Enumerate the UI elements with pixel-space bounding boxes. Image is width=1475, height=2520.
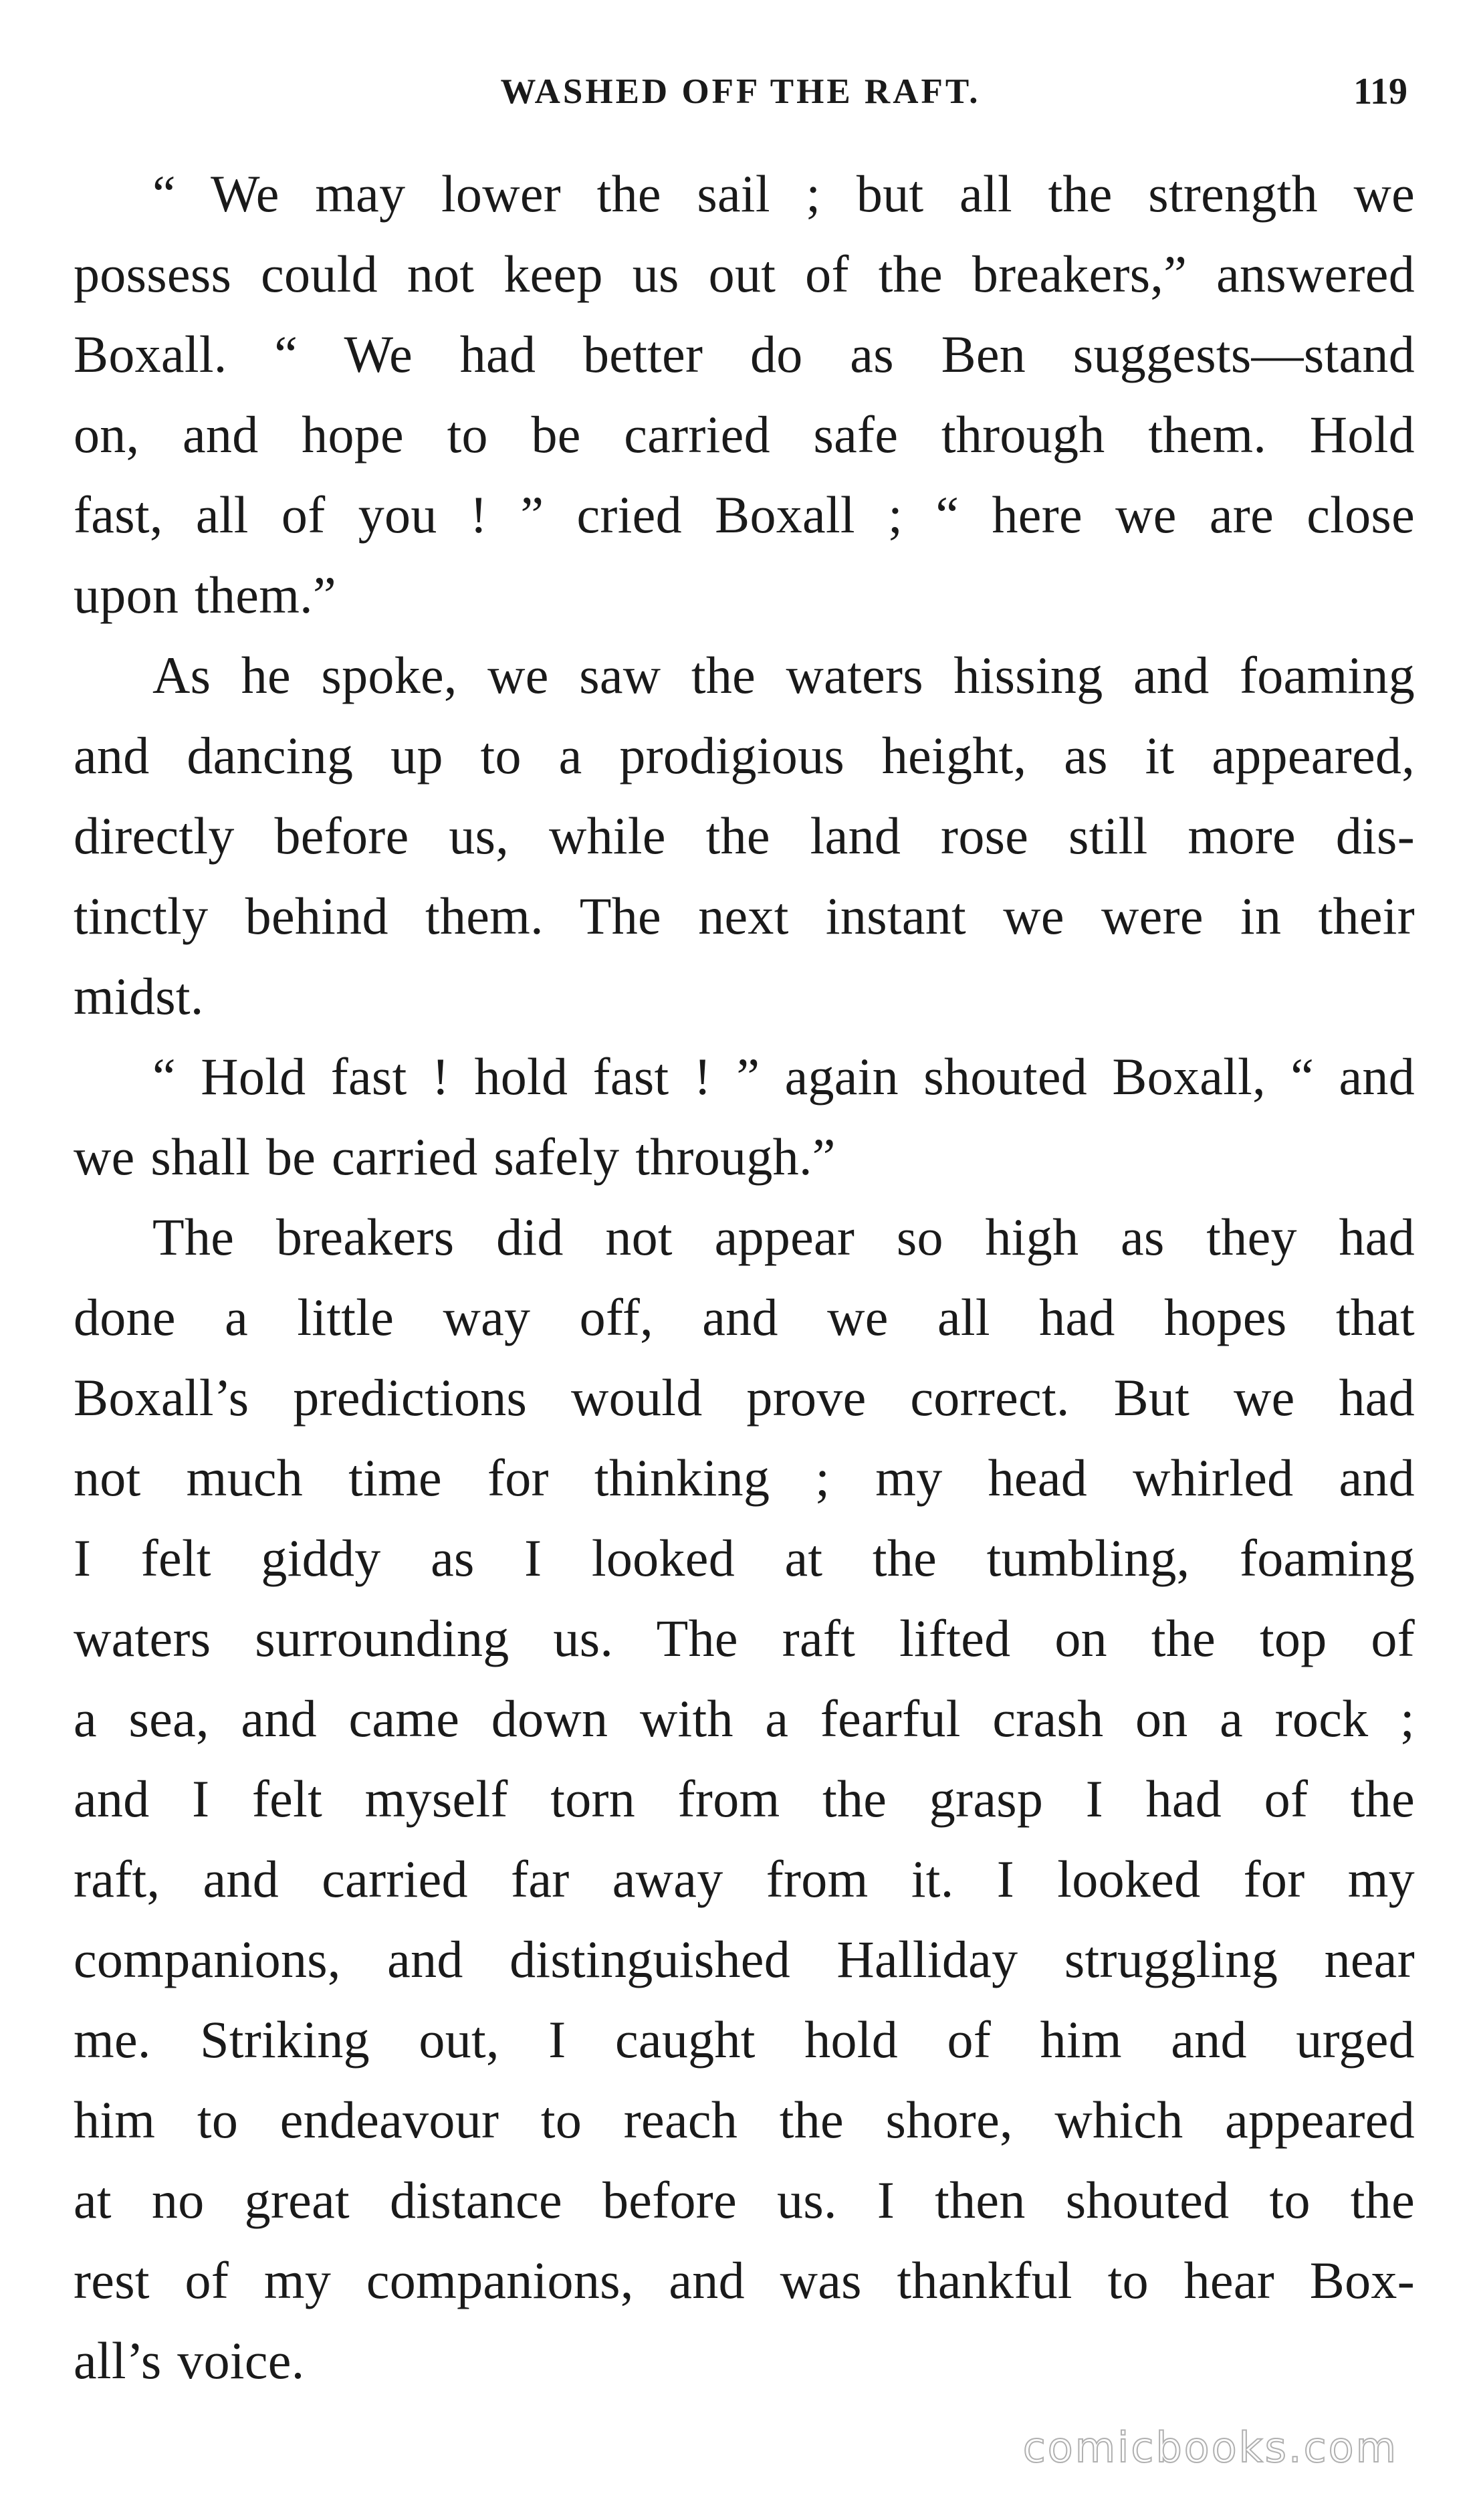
paragraph-3 (74, 1037, 1415, 1197)
body-text (74, 154, 1415, 2401)
text-line: Boxall’s predictions would prove correct. But we had (74, 1368, 1415, 1427)
watermark: comicbooks.com (1022, 2423, 1398, 2472)
text-line: As he spoke, we saw the waters hissing and foaming (152, 646, 1415, 704)
text-line: directly before us, while the land rose still more dis- (74, 807, 1415, 865)
paragraph-1 (74, 154, 1415, 635)
text-line: we shall be carried safely through.” (74, 1128, 836, 1186)
text-line: him to endeavour to reach the shore, which appeared (74, 2091, 1415, 2149)
paragraph-4 (74, 1197, 1415, 2401)
text-line: all’s voice. (74, 2331, 305, 2390)
text-line: not much time for thinking ; my head whirled and (74, 1449, 1415, 1507)
text-line: fast, all of you ! ” cried Boxall ; “ here we are close (74, 486, 1415, 544)
text-line: companions, and distinguished Halliday struggling near (74, 1930, 1415, 1988)
text-line: on, and hope to be carried safe through them. Hold (74, 405, 1415, 463)
text-line: “ We may lower the sail ; but all the strength we (152, 165, 1415, 223)
text-line: upon them.” (74, 566, 336, 624)
text-line: I felt giddy as I looked at the tumbling, foaming (74, 1529, 1415, 1587)
text-line: done a little way off, and we all had hopes that (74, 1288, 1415, 1346)
text-line: midst. (74, 967, 204, 1025)
running-title: WASHED OFF THE RAFT. (500, 72, 981, 111)
text-line: a sea, and came down with a fearful crash on a rock ; (74, 1689, 1415, 1748)
page-number: 119 (1353, 71, 1407, 112)
text-line: at no great distance before us. I then shouted to the (74, 2171, 1415, 2229)
text-line: me. Striking out, I caught hold of him and urged (74, 2010, 1415, 2069)
text-line: waters surrounding us. The raft lifted on the top of (74, 1609, 1415, 1667)
text-line: “ Hold fast ! hold fast ! ” again shouted Boxall, “ and (152, 1047, 1415, 1106)
text-line: tinctly behind them. The next instant we were in their (74, 887, 1415, 945)
text-line: and I felt myself torn from the grasp I had of the (74, 1770, 1415, 1828)
running-head (74, 62, 1407, 122)
paragraph-2 (74, 635, 1415, 1037)
text-line: The breakers did not appear so high as they had (152, 1208, 1415, 1266)
text-line: raft, and carried far away from it. I looked for my (74, 1850, 1415, 1908)
text-line: rest of my companions, and was thankful to hear Box- (74, 2251, 1415, 2309)
text-line: and dancing up to a prodigious height, as it appeared, (74, 726, 1415, 784)
text-line: Boxall. “ We had better do as Ben suggests—stand (74, 325, 1415, 383)
text-line: possess could not keep us out of the breakers,” answered (74, 245, 1415, 303)
